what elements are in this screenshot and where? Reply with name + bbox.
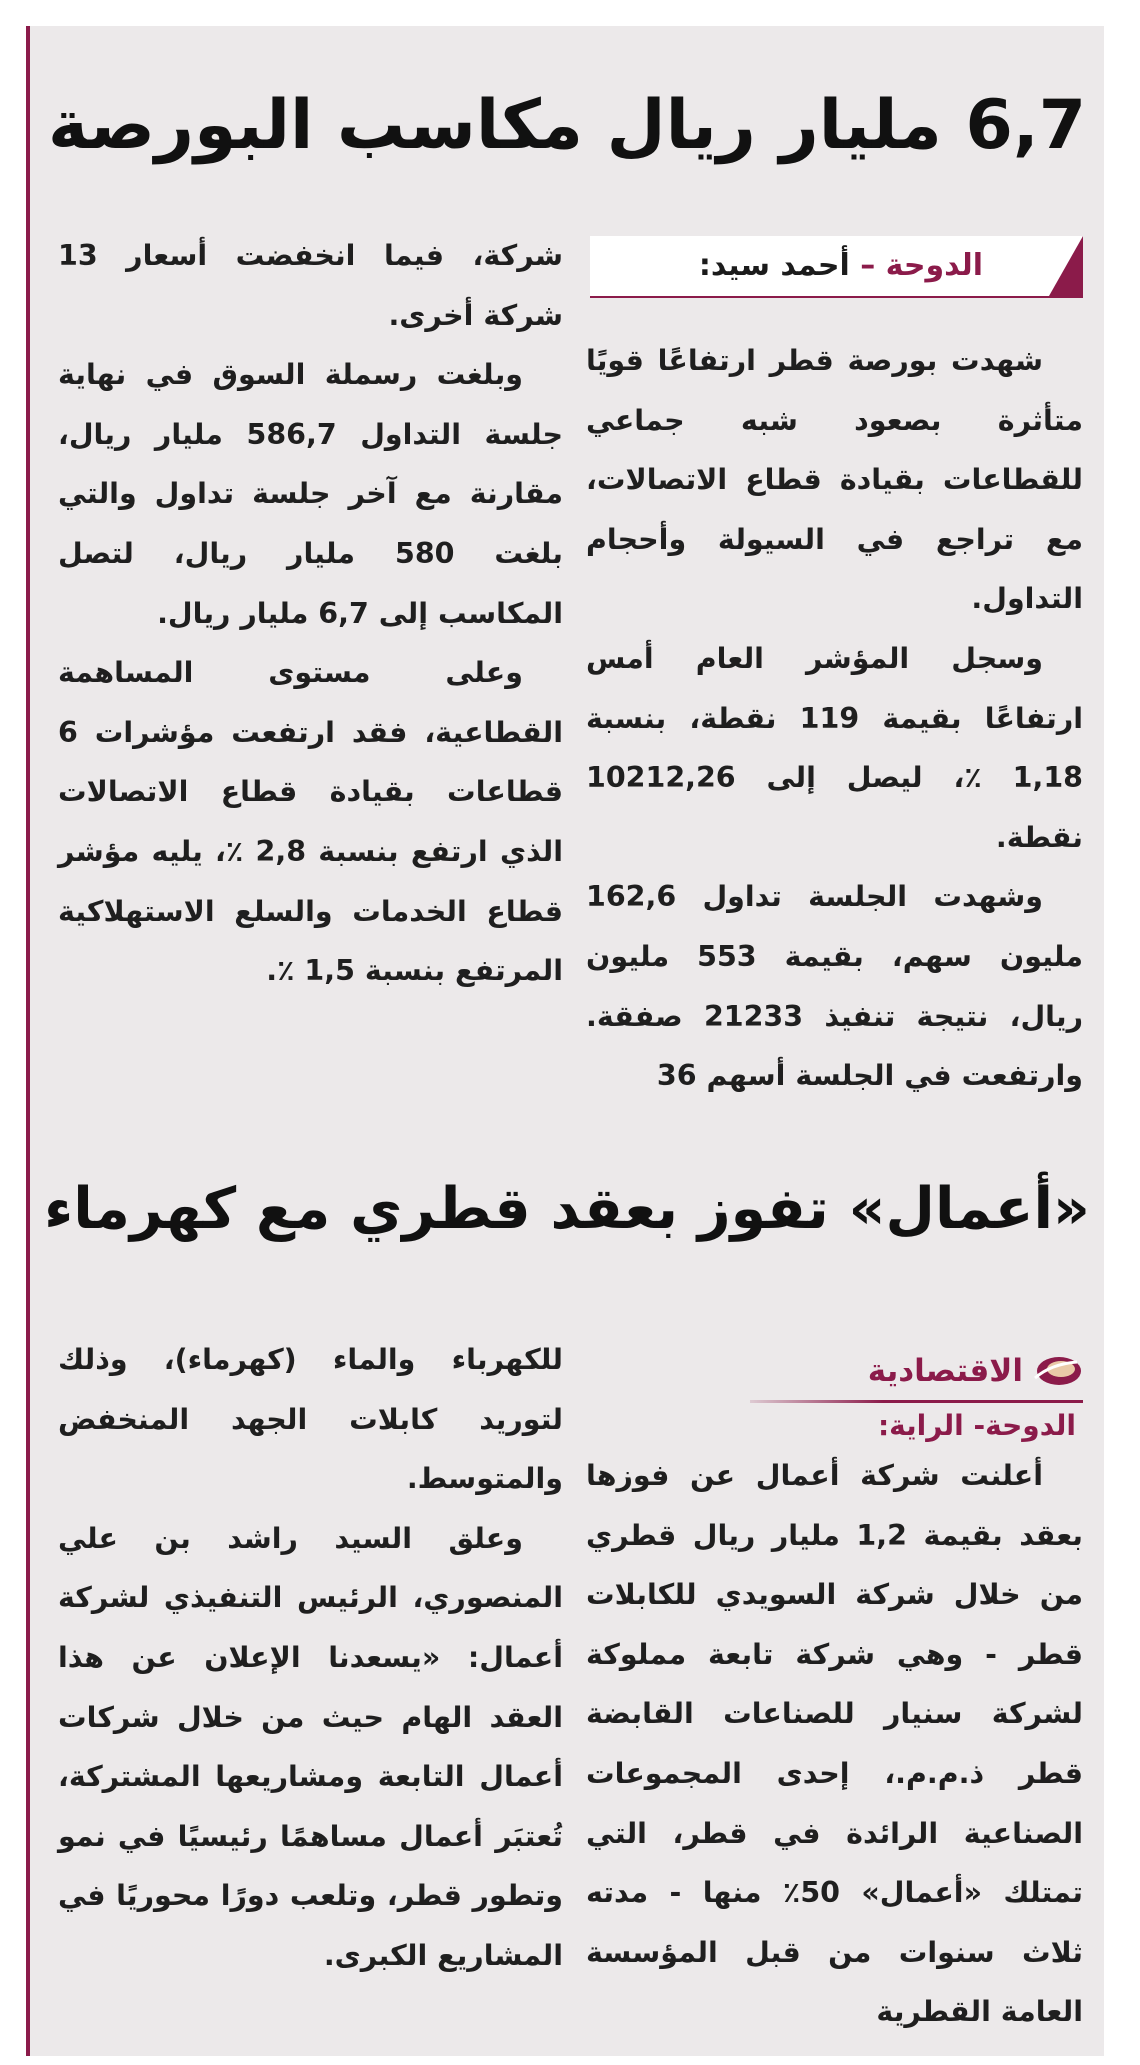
paragraph: وعلق السيد راشد بن علي المنصوري، الرئيس التنفيذي لشركة أعمال: «يسعدنا الإعلان عن هذا العقد الهام حيث من خلال شركات أعمال التابعة ومشاريعها المشتركة، تُعتبَر أعمال مساهمًا رئيسيًا في نمو وتطور قطر، وتلعب دورًا محوريًا في المشاريع الكبرى. bbox=[58, 1521, 563, 1972]
article-column-left bbox=[58, 1330, 563, 1986]
paragraph: وشهدت الجلسة تداول 162,6 مليون سهم، بقيمة 553 مليون ريال، نتيجة تنفيذ 21233 صفقة. وارتفعت في الجلسة أسهم 36 bbox=[586, 880, 1083, 1093]
article-headline: «أعمال» تفوز بعقد قطري مع كهرماء bbox=[44, 1176, 1090, 1242]
paragraph: وبلغت رسملة السوق في نهاية جلسة التداول 586,7 مليار ريال، مقارنة مع آخر جلسة تداول والتي بلغت 580 مليار ريال، لتصل المكاسب إلى 6,7 مليار ريال. bbox=[58, 358, 564, 630]
article-column-left bbox=[58, 226, 563, 1001]
article-headline: 6,7 مليار ريال مكاسب البورصة bbox=[47, 86, 1087, 165]
paragraph: أعلنت شركة أعمال عن فوزها بعقد بقيمة 1,2 مليار ريال قطري من خلال شركة السويدي للكابلات قطر - وهي شركة تابعة مملوكة لشركة سنيار للصناعات القابضة قطر ذ.م.م.، إحدى المجموعات الصناعية الرائدة في قطر، التي تمتلك «أعمال» 50٪ منها - مدته ثلاث سنوات من قبل المؤسسة العامة القطرية bbox=[586, 1459, 1083, 2029]
article-column-right bbox=[586, 1446, 1083, 2042]
paragraph: وعلى مستوى المساهمة القطاعية، فقد ارتفعت مؤشرات 6 قطاعات بقيادة قطاع الاتصالات الذي ارتفع بنسبة 2,8 ٪، يليه مؤشر قطاع الخدمات والسلع الاستهلاكية المرتفع بنسبة 1,5 ٪. bbox=[58, 656, 564, 988]
section-tag bbox=[750, 1344, 1083, 1406]
byline-city: الدوحة – bbox=[860, 248, 983, 283]
byline-author: أحمد سيد: bbox=[698, 248, 861, 283]
paragraph: للكهرباء والماء (كهرماء)، وذلك لتوريد كابلات الجهد المنخفض والمتوسط. bbox=[58, 1343, 563, 1496]
byline-triangle-ornament bbox=[1049, 236, 1083, 296]
paragraph: شهدت بورصة قطر ارتفاعًا قويًا متأثرة بصعود شبه جماعي للقطاعات بقيادة قطاع الاتصالات، مع تراجع في السيولة وأحجام التداول. bbox=[586, 344, 1083, 616]
byline bbox=[590, 236, 1083, 298]
section-rule bbox=[750, 1400, 1083, 1403]
dateline: الدوحة- الراية: bbox=[877, 1409, 1076, 1442]
raya-logo-icon bbox=[1031, 1352, 1083, 1390]
section-label: الاقتصادية bbox=[867, 1353, 1023, 1389]
paragraph: شركة، فيما انخفضت أسعار 13 شركة أخرى. bbox=[58, 239, 563, 332]
newspaper-page bbox=[26, 26, 1104, 2056]
paragraph: وسجل المؤشر العام أمس ارتفاعًا بقيمة 119 نقطة، بنسبة 1,18 ٪، ليصل إلى 10212,26 نقطة. bbox=[586, 641, 1083, 854]
article-column-right bbox=[586, 331, 1083, 1106]
